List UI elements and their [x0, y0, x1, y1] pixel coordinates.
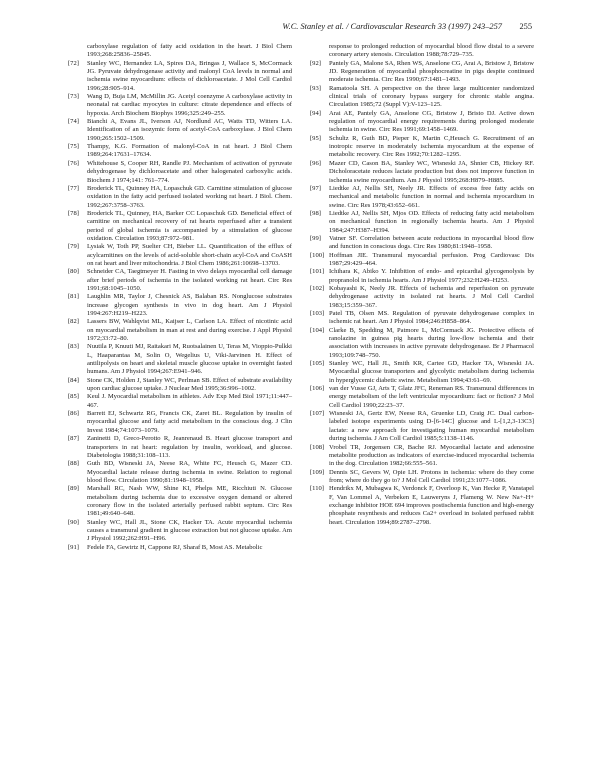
reference-entry [310, 310, 534, 327]
reference-number: [94] [310, 109, 321, 117]
reference-number: [82] [68, 318, 79, 326]
reference-number: [80] [68, 268, 79, 276]
reference-entry [68, 544, 292, 552]
reference-number: [103] [310, 310, 325, 317]
reference-text: van der Vusse GJ, Arts T, Glatz JFC, Reneman RS. Transmural differences in energy metabolism of the left ventricular myocardium: fact or fiction? J Mol Cell Cardiol 1990;22:23–37. [329, 385, 534, 409]
reference-number: [91] [68, 543, 79, 551]
reference-text: Kobayashi K, Neely JR. Effects of ischemia and reperfusion on pyruvate dehydrogenase activity in isolated rat hearts. J Mol Cell Cardiol 1983;15:359–367. [329, 284, 534, 309]
reference-text: Stanley WC, Hernandez LA, Spires DA, Bringas J, Wallace S, McCormack JG. Pyruvate dehydrogenase activity and malonyl CoA levels in normal and ischemia swine myocardium: effects of dichloroacetate. J Mol Cell Cardiol 1996;28:905–914. [87, 59, 292, 92]
reference-entry [310, 444, 534, 469]
reference-entry [68, 60, 292, 93]
reference-entry [310, 327, 534, 360]
reference-text: Stanley WC, Hall JL, Smith KR, Cartee GD, Hacker TA, Wisneski JA. Myocardial glucose transporters and glycolytic metabolism during ischemia in hyperglycemic diabetic swine. Metabolism 1994;43:61–69. [329, 360, 534, 384]
reference-text: Whitehouse S, Cooper RH, Randle PJ. Mechanism of activation of pyruvate dehydrogenase by dichloroacetate and other halogenated carboxylic acids. Biochem J 1974;141: 761–774. [87, 159, 292, 184]
reference-entry [310, 210, 534, 235]
reference-number: [76] [68, 159, 79, 167]
reference-entry [310, 360, 534, 385]
reference-number: [86] [68, 410, 79, 418]
reference-text: Stanley WC, Hall JL, Stone CK, Hacker TA. Acute myocardial ischemia causes a transmural gradient in glucose extraction but not glucose uptake. Am J Physiol 1992;262:H91–H96. [87, 518, 292, 543]
reference-number: [85] [68, 393, 79, 401]
reference-number: [108] [310, 443, 325, 451]
reference-number: [99] [310, 234, 321, 242]
reference-text: response to prolonged reduction of myocardial blood flow distal to a severe coronary artery stenosis. Circulation 1988;78:729–735. [329, 43, 534, 59]
reference-text: Zaninetti D, Greco-Perotto R, Jeanrenaud B. Heart glucose transport and transporters in rat heart: regulation by insulin, workload, and glucose. Diabetologia 1988;31:108–113. [87, 435, 292, 459]
reference-text: Lassers BW, Wahlqvist ML, Kaijser L, Carlson LA. Effect of nicotinic acid on myocardial metabolism in man at rest and during exercise. J Appl Physiol 1972;33:72–80. [87, 318, 292, 343]
reference-entry [68, 143, 292, 160]
reference-entry [310, 85, 534, 110]
reference-text: Ichihara K, Abiko Y. Inhibition of endo- and epicardial glycogenolysis by propranolol in ischemia hearts. Am J Physiol 1977;232:H249–H253. [329, 268, 534, 284]
page-number: 255 [519, 22, 532, 31]
reference-text: Wisneski JA, Gertz EW, Neese RA, Gruenke LD, Craig JC. Dual carbon-labeled isotope experiments using D-[6-14C] glucose and L-[1,2,3-13C3] lactate: a new approach for investigating human myocardial metabolism during ischemia. J Am Coll Cardiol 1985;5:1138–1146. [329, 410, 534, 443]
reference-number: [73] [68, 93, 79, 101]
reference-entry [310, 235, 534, 252]
reference-text: Dennis SC, Gevers W, Opie LH. Protons in ischemia: where do they come from; where do they go to? J Mol Cell Cardiol 1991;23:1077–1086. [329, 468, 534, 484]
reference-number: [101] [310, 268, 325, 276]
reference-column-right [310, 43, 534, 527]
reference-text: Lysiak W, Toth PP, Suelter CH, Bieber LL. Quantification of the efflux of acylcarnitines on the levels of acid-soluble short-chain acyl-CoA and CoASH on rat heart and liver mitochondria. J Biol Chem 1986;261:10698–13703. [87, 243, 292, 267]
reference-text: Broderick TL, Quinney HA, Lopaschuk GD. Carnitine stimulation of glucose oxidation in the fatty acid perfused isolated working rat heart. J Biol. Chem. 1992;267:3758–3763. [87, 184, 292, 209]
reference-text: Mazer CD, Cason BA, Stanley WC, Wisneski JA, Shnier CB, Hickey RF. Dicholoracetate reduces lactate production but does not improve function in ischemia swine myocardium. Am J Physiol 1995;268:H879–H885. [329, 159, 534, 184]
reference-number: [109] [310, 468, 325, 476]
reference-number: [79] [68, 243, 79, 251]
reference-number: [106] [310, 385, 325, 393]
reference-entry [68, 268, 292, 293]
reference-number: [104] [310, 326, 325, 334]
reference-number: [72] [68, 59, 79, 67]
reference-entry [310, 60, 534, 85]
reference-number: [87] [68, 435, 79, 443]
reference-entry [68, 519, 292, 544]
reference-number: [89] [68, 485, 79, 493]
reference-entry [68, 118, 292, 143]
reference-text: Laughlin MR, Taylor J, Chesnick AS, Balaban RS. Nonglucose substrates increase glycogen synthesis in vivo in dog heart. Am J Physiol 1994:267:H219–H223. [87, 293, 292, 317]
reference-number: [88] [68, 460, 79, 468]
reference-entry [68, 210, 292, 243]
reference-entry [68, 460, 292, 485]
reference-entry [310, 285, 534, 310]
reference-text: Vrobel TR, Jorgensen CR, Bache RJ. Myocardial lactate and adenosine metabolite production as indicators of exercise-induced myocardial ischemia in the dog. Circulation 1982;66:555–561. [329, 443, 534, 468]
reference-entry [310, 485, 534, 527]
reference-entry [68, 243, 292, 268]
reference-entry [310, 469, 534, 486]
reference-entry [68, 43, 292, 60]
reference-text: Liedtke AJ, Nellis SH, Neely JR. Effects of excess free fatty acids on mechanical and metabolic function in normal and ischemia myocardium in swine. Circ Res 1978;43:652–661. [329, 184, 534, 209]
reference-number: [77] [68, 184, 79, 192]
reference-text: Wang D, Buja LM, McMillin JG. Acetyl coenzyme A carboxylase activity in neonatal rat cardiac myocytes in culture: citrate dependence and effects of hypoxia. Arch Biochem Biophys 1996;325:249–255. [87, 93, 292, 117]
reference-text: Vatner SF. Correlation between acute reductions in myocardial blood flow and function in conscious dogs. Circ Res 1980;81:1948–1958. [329, 234, 534, 251]
reference-entry [68, 343, 292, 376]
reference-text: Schultz R, Guth BD, Pieper K, Martin C,Heusch G. Recruitment of an inotropic reserve in moderately ischemia myocardium at the expense of metabolic recovery. Circ Res 1992;70:1282–1295. [329, 134, 534, 159]
reference-number: [90] [68, 518, 79, 526]
reference-text: Ramatoola SH. A perspective on the three large multicenter randomized clinical trials of coronary bypass surgery for chronic stable angina. Circulation 1985;72 (Suppl V):V-123–125. [329, 84, 534, 109]
reference-entry [68, 377, 292, 394]
reference-text: carboxylase regulation of fatty acid oxidation in the heart. J Biol Chem 1993;268:25836–25845. [87, 43, 292, 59]
reference-number: [95] [310, 134, 321, 142]
reference-number: [92] [310, 59, 321, 67]
reference-entry [68, 93, 292, 118]
reference-text: Fedele FA, Gewirtz H, Cappone RJ, Sharaf B, Most AS. Metabolic [87, 543, 263, 551]
reference-text: Hoffman JIE. Transmural myocardial perfusion. Prog Cardiovasc Dis 1987;29:429–464. [329, 251, 534, 267]
reference-text: Marshall RC, Nash WW, Shine KI, Phelps ME, Ricchiuti N. Glucose metabolism during ischemia due to excessive oxygen demand or altered coronary flow in the isolated arterially perfused rabbit septum. Circ Res 1981;49:640–648. [87, 485, 292, 518]
reference-number: [98] [310, 209, 321, 217]
reference-text: Bianchi A, Evans JL, Iverson AJ, Nordlund AC, Watts TD, Witters LA. Identification of an isozymic form of acetyl-CoA carboxylase. J Biol Chem 1990;265:1502–1509. [87, 118, 292, 142]
reference-text: Schneider CA, Taegtmeyer H. Fasting in vivo delays myocardial cell damage after brief periods of ischemia in the isolated working rat heart. Circ Res 1991;68:1045–1050. [87, 268, 292, 292]
reference-text: Barrett EJ, Schwartz RG, Francis CK, Zaret BL. Regulation by insulin of myocardial glucose and fatty acid metabolism in the conscious dog. J Clin Invest 1984;74:1073–1079. [87, 410, 292, 434]
reference-number: [84] [68, 376, 79, 384]
reference-text: Arai AE, Pantely GA, Anselone CG, Bristow J, Bristo DJ. Active down regulation of myocardial energy requirements during prolonged moderate ischemia in swine. Circ Res 1991;69:1458–1469. [329, 109, 534, 134]
reference-entry [310, 135, 534, 160]
reference-entry [68, 160, 292, 185]
reference-entry [68, 293, 292, 318]
reference-text: Nuutila P, Knuuti MJ, Raitakari M, Ruotsalainen U, Teras M, Vioppio-Pulkki L, Haaparantaa M, Solin O, Wegelius U, Viki-Jarvinen H. Effect of antilipolysis on heart and skeletal muscle glucose uptake in overnight fasted humans. Am J Physiol 1994;267:E941–946. [87, 343, 292, 376]
reference-entry [310, 385, 534, 410]
reference-entry [310, 268, 534, 285]
reference-number: [78] [68, 209, 79, 217]
reference-number: [93] [310, 84, 321, 92]
reference-text: Patel TB, Olsen MS. Regulation of pyruvate dehydrogenase complex in ischemic rat heart. Am J Physiol 1984;246:H858–864. [329, 310, 534, 326]
reference-number: [105] [310, 360, 325, 368]
reference-number: [81] [68, 293, 79, 301]
reference-entry [310, 110, 534, 135]
reference-text: Liedtke AJ, Nellis SH, Mjos OD. Effects of reducing fatty acid metabolism on mechanical function in regionally ischemia hearts. Am J Physiol 1984;247:H387–H394. [329, 209, 534, 234]
reference-entry [68, 185, 292, 210]
reference-number: [74] [68, 118, 79, 126]
running-header [68, 22, 532, 34]
reference-entry [310, 185, 534, 210]
reference-entry [310, 43, 534, 60]
reference-entry [310, 160, 534, 185]
running-title: W.C. Stanley et al. / Cardiovascular Research 33 (1997) 243–257 [282, 22, 502, 31]
reference-column-left [68, 43, 292, 552]
reference-text: Stone CK, Holden J, Stanley WC, Perlman SB. Effect of substrate availability upon cardiac glucose uptake. J Nuclear Med 1995;36:996–1002. [87, 376, 292, 393]
reference-entry [310, 252, 534, 269]
reference-entry [68, 393, 292, 410]
reference-text: Guth BD, Wisneski JA, Neese RA, White FC, Heusch G, Mazer CD. Myocardial lactate release during ischemia in swine. Relation to regional blood flow. Circulation 1990;81:1948–1958. [87, 460, 292, 484]
reference-number: [75] [68, 143, 79, 151]
reference-number: [96] [310, 159, 321, 167]
reference-entry [68, 485, 292, 518]
reference-text: Hendrikx M, Mubagwa K, Verdonck F, Overloop K, Van Hecke P, Vanstapel F, Van Lommel A, Verbeken E, Lauweryns J, Flameng W. New Na+-H+ exchange inhibitor HOE 694 improves postischemia function and high-energy phosphate resynthesis and reduces Ca2+ overload in isolated perfused rabbit heart. Circulation 1994;89:2787–2798. [329, 485, 534, 526]
reference-text: Broderick TL, Quinney, HA, Barker CC Lopaschuk GD. Beneficial effect of carnitine on mechanical recovery of rat hearts reperfused after a transient period of global ischemia is accompanied by a stimulation of glucose oxidation. Circulation 1993;87:972–981. [87, 209, 292, 242]
reference-number: [110] [310, 485, 324, 493]
reference-number: [102] [310, 284, 325, 292]
reference-entry [68, 435, 292, 460]
reference-entry [68, 318, 292, 343]
reference-text: Keul J. Myocardial metabolism in athletes. Adv Exp Med Biol 1971;11:447–467. [87, 393, 292, 409]
reference-text: Pantely GA, Malone SA, Rhen WS, Anselone CG, Arai A, Bristow J, Bristow JD. Regeneration of myocardial phosphocreatine in pigs despite continued moderate ischemia. Circ Res 1990;67:1481–1493. [329, 59, 534, 84]
reference-entry [310, 410, 534, 443]
reference-text: Thampy, K.G. Formation of malonyl-CoA in rat heart. J Biol Chem 1989;264:17631–17634. [87, 143, 292, 159]
reference-number: [107] [310, 410, 325, 418]
reference-text: Clarke B, Spedding M, Patmore L, McCormack JG. Protective effects of ranolazine in guinea pig hearts during low-flow ischemia and their association with increases in active pyruvate dehydrogenase. Br J Pharmacol 1993;109:748–750. [329, 326, 534, 359]
reference-number: [100] [310, 251, 325, 259]
reference-number: [83] [68, 343, 79, 351]
reference-number: [97] [310, 184, 321, 192]
reference-entry [68, 410, 292, 435]
